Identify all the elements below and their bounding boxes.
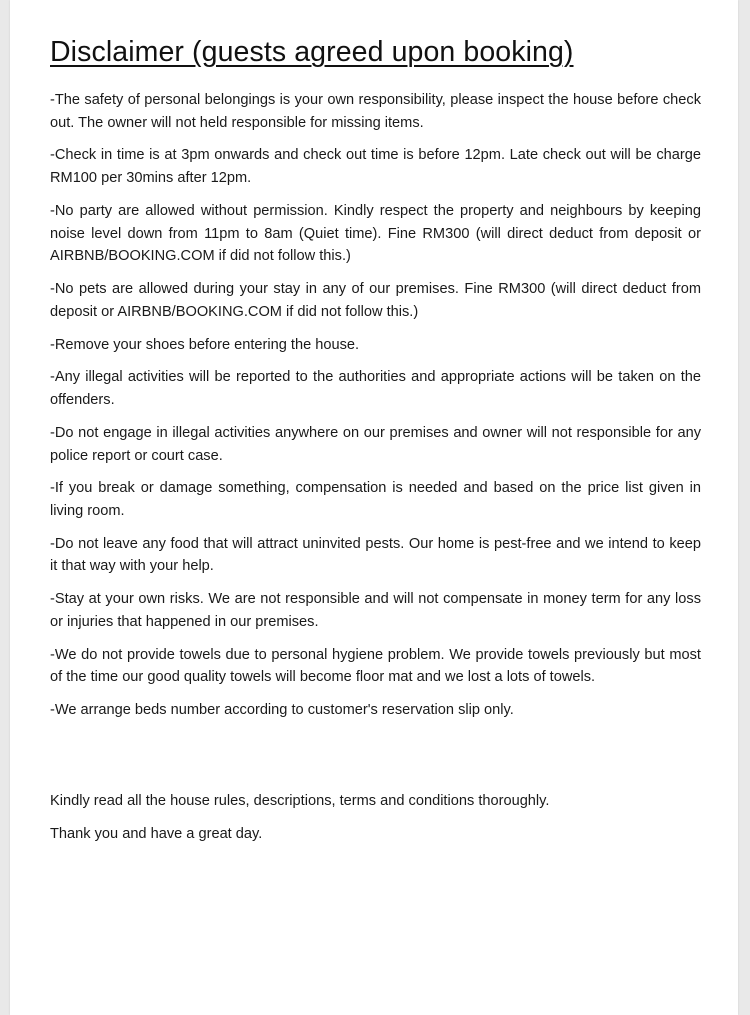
rule-item: -Do not engage in illegal activities anywhere on our premises and owner will not responsible for any police report or court case.: [50, 424, 701, 464]
rule-item: -The safety of personal belongings is your own responsibility, please inspect the house before check out. The owner will not held responsible for missing items.: [50, 92, 701, 131]
closing-section: [50, 790, 701, 856]
document-page: [10, 0, 738, 1015]
document-title: Disclaimer (guests agreed upon booking): [50, 36, 574, 68]
rule-item: -Stay at your own risks. We are not responsible and will not compensate in money term for any loss or injuries that happened in our premises.: [50, 591, 701, 630]
closing-reminder: Kindly read all the house rules, descriptions, terms and conditions thoroughly.: [50, 793, 550, 809]
rule-item: -If you break or damage something, compensation is needed and based on the price list given in living room.: [50, 480, 701, 519]
rule-item: -We do not provide towels due to personal hygiene problem. We provide towels previously but most of the time our good quality towels will become floor mat and we lost a lots of towels.: [50, 646, 701, 686]
closing-thanks: Thank you and have a great day.: [50, 825, 263, 842]
rule-item: -Do not leave any food that will attract uninvited pests. Our home is pest-free and we intend to keep it that way with your help.: [50, 535, 701, 575]
rule-item: -No pets are allowed during your stay in any of our premises. Fine RM300 (will direct deduct from deposit or AIRBNB/BOOKING.COM if did not follow this.): [50, 281, 701, 320]
rules-list: [50, 89, 701, 732]
rule-item: -Check in time is at 3pm onwards and check out time is before 12pm. Late check out will be charge RM100 per 30mins after 12pm.: [50, 147, 701, 187]
rule-item: -Remove your shoes before entering the house.: [50, 336, 360, 353]
rule-item: -Any illegal activities will be reported to the authorities and appropriate actions will be taken on the offenders.: [50, 369, 701, 409]
rule-item: -We arrange beds number according to customer's reservation slip only.: [50, 702, 514, 719]
rule-item: -No party are allowed without permission. Kindly respect the property and neighbours by keeping noise level down from 11pm to 8am (Quiet time). Fine RM300 (will direct deduct from deposit or AIRBNB/BOOKING.COM if did not follow this.): [50, 202, 701, 265]
